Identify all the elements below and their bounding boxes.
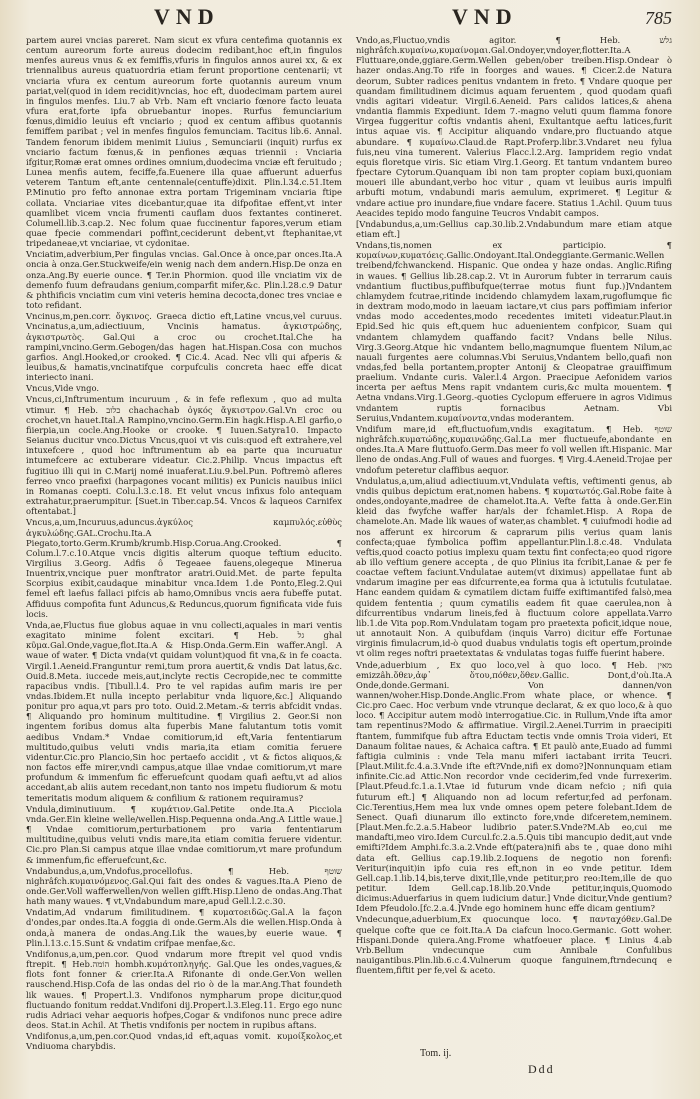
running-head bbox=[24, 4, 676, 34]
dictionary-entry: [Vndabundus,a,um:Gellius cap.30.lib.2.Vndabundum mare etiam atque etiam eft.] bbox=[356, 218, 672, 239]
dictionary-entry: Vnciatim,adverbium,Per fingulas vncias. Gal.Once à once,par onces.Ita.A oncia à onza.Ger.Stuckweife/ein wenig nach dem andern.Hisp.De onza en onza.Ang.By euerie ounce. ¶ Ter.in Phormion. quod ille vnciatim vix de demenfo fuum defraudans genium,comparfit mifer,&c. Plin.l.28.c.9 Datur & phthificis vnciatim cum vini veteris hemina decocta,donec tres vnciae e toto refidant. bbox=[26, 249, 342, 311]
dictionary-entry: Vndifum mare,id eft,fluctuofum,vndis exagitatum. ¶ Heb. שוטף nighrâfch.κυματώδης,κυμαινώδης.Gal.La mer fluctueufe,abondante en ondes.Ita.A Mare fluttuofo.Germ.Das meer fo voll wellen ift.Hispanic. Mar lleno de ondas.Ang.Full of waues and fuorges. ¶ Virg.4.Aeneid.Trojae per vndofum peteretur claffibus aequor. bbox=[356, 423, 672, 475]
dictionary-entry: partem aurei vncias pareret. Nam sicut ex vfura centefima quotannis ex centum aureorum forte aureus dodecim redibant,hoc eft,in fingulos menfes aureus vnus & ex femiffis,vfuris in fingulos annos aurei xx, & ex triennalibus aureus quatuordria etiam ferunt proportione centenarii; vt vnciaria vfura ex centum aureorum forte quotannis aureum vnum pariat,vel(quod in idem recidit)vncias, hoc eft, duodecimam partem aurei in fingulos menfes. Liu.7 ab Vrb. Nam eft vnciario fœnore facto leuata vfura erat,forte ipfa obruebantur inopes. Rurfus femunciarium fœnus,dimidio leuius eft vnciario ; quod ex centum affibus quotannis femiffem paribat ; vel in menfes fingulos femunciam. Tacitus lib.6. Annal. Tandem fenorum ibidem menimit Liuius , Semunciarii (inquit) rurfus ex vnciario factum fœnus,& in penfiones æquas triennii : Vnciaria ifgitur,Romæ erat omnes ordines omnium,duodecima vnciæ eft feruitudo ; Lunea menfis autem, feciffe,fa.Euenere illa quae affuerunt aduerfus veterem Tantum eft,ante centennale(centuffe)dixit. Plin.l.34.c.51.Item P.Minutio pro fefto annonae extra portam Trigeminam vnciaria ftipe collata. Vnciariae vites dicebantur,quae ita difpofitae effent,vt inter quamlibet vicem vncia frumenti cauflam duos fextantes contineret. Columell.lib.3.cap.2. Nec folum quae fuccinentur fapores,verum etiam quae fpecie commendari poffint,ceciderunt debent,vt ftephanitae,vt tripedaneae,vt vnciariae, vt cydonitae. bbox=[26, 35, 342, 249]
dictionary-entry: Vndo,as,Fluctuo,vndis agitor. ¶ Heb. גלש nighrâfch.κυμαίνω,κυμαίνομαι.Gal.Ondoyer,vndoyer,flotter.Ita.A Fluttuare,onde,ggiare.Germ.Wellen geben/ober treiben.Hisp.Ondear ò hazer ondas.Ang.To rife in foorges and waues. ¶ Cicer.2.de Natura deorum, Subter radices penitus vndantem in freto. ¶ Vndare quoque per quandam fimilitudinem dicimus aquam feruentem , quod quodam quafi vndis agitari videatur. Virgil.6.Aeneid. Pars calidos latices,& ahena vndantia flammis Expediunt. Idem 7.-magno veluti quum flamma fonore Virgea fuggeritur coftis vndantis aheni, Exultantque aeftu latices,furit intus aquae vis. ¶ Accipitur aliquando vndare,pro fluctuando atque abundare. ¶ κυμαίνω.Claud.de Rapt.Proferp.libr.3.Vndaret neu fylua fuis,neu vina tumerent. Valerius Flacc.l.2.Arg. Iampridem regio vndat equis floretque viris. Sic etiam Virg.1.Georg. Et tantum vndantem bureo fpectare Cytorum.Quanquam ibi non tam propter copiam buxi,quoniam moueri ille abundant,verbo hoc vitur , quam vt leuibus auris impulfi arbufti motum, vndabundi maris aemulum, exprimeret. ¶ Legitur & vndare actiue pro inundare,fiue vndare facere. Statius 1.Achil. Quum tuus Aeacides tepido modo fanguine Teucros Vndabit campos. bbox=[356, 35, 672, 218]
running-head-right: VND bbox=[452, 4, 518, 29]
left-column bbox=[26, 34, 343, 1052]
dictionary-entry: Vndifonus,a,um,pen.cor.Quod vndas,id eft,aquas vomit. κυμοίξκολος,et Vndiuoma charybdis. bbox=[26, 1031, 342, 1052]
dictionary-entry: Vndatim,Ad vndarum fimilitudinem. ¶ κυματοειδῶς.Gal.A la façon d'ondes,par ondes.Ita.A foggia di onde.Germ.Als die wellen.Hisp.Onda à onda,à manera de ondas.Ang.Lik the waues,by euerie waue. ¶ Plin.l.13.c.15.Sunt & vndatim crifpae menfae,&c. bbox=[26, 907, 342, 948]
right-column bbox=[356, 34, 672, 1044]
dictionary-entry: Vndabundus,a,um,Vndofus,procellofus. ¶ Heb. שוטף nighrâfch.κυμαινόμενος.Gal.Qui fait des ondes & vagues.Ita.A Pieno de onde.Ger.Voll wafferwellen/von wellen gifft.Hisp.Lleno de ondas.Ang.That hath many waues. ¶ vt,Vndabundum mare,apud Gell.l.2.c.30. bbox=[26, 865, 342, 907]
page-footer bbox=[0, 1048, 700, 1088]
dictionary-entry: Vndecunque,aduerbium,Ex quocunque loco. ¶ πανταχόθεν.Gal.De quelque cofte que ce foit.Ita.A Da ciafcun lnoco.Germanic. Gott woher. Hispani.Donde quiera.Ang.Frome whatfoeuer place. ¶ Linius 4.ab Vrb.Bellum vndecunque cum Annibale Confulibus nauigantibus.Plin.lib.6.c.4.Vulnerum quoque fanguinem,ftrndecunq e fluentem,fiftit per fe,vel & aceto. bbox=[356, 914, 672, 976]
volume-marker: Tom. ij. bbox=[420, 1048, 452, 1059]
dictionary-entry: Vndans,tis,nomen ex participio. ¶ κυμαίνων,κυματόεις.Gallic.Ondoyant.Ital.Ondeggiante.Germanic.Wellen treibend/fchwanckend. Hispanic. Que ondea y haze ondas. Anglic.Rifing in waues. ¶ Gellius lib.28.cap.2. Vt in Aurorum fubter in terrarum cauis vndantium fluctibus,puffibufque(terrae motus fiunt fup.)]Vndantem chlamydem fcutrae,ritinde incidendo chlamydem laxam,rugoflumque fic in dextram modo,modo in laeuam iactare,vt cius pars poffimiam inferior vndas modo accedentes,modo recedentes imiteti videatur.Plaut.in Epid.Sed hic quis eft,quem huc aduenientem confpicor, Suam qui vndantem chlamydem quaffando facit? Vndans belle Nilus. Virg.3.Georg.Atque hic vndantem bello,magnumque fluentem Nilum,ac nauali furgentes aere columnas.Vbi Seruius,Vndantem bello,quafi non vndas,fed bella portantem,propter Antonij & Cleopatrae grauiffimum praelium. Vndante curis. Valer.l.4 Argon. Praecipue Aefonidem varios incerta per aeftus Mens rapit vndantem curis,&c multa mouentem. ¶ Aetna vndans.Virg.1.Georg.-quoties Cyclopum efferuere in agros Vidimus vndantem ruptis fornacibus Aetnam. Vbi Seruius,Vndantem.κυμαίνοντα,vndas moderantem. bbox=[356, 240, 672, 423]
dictionary-entry: Vnde,aduerbium , Ex quo loco,vel à quo loco. ¶ Heb. מאין emizzâh.ὅθεν,ἀφ᾽ ὅτου,πόθεν,ὅθεν.Gallic. Dont,d'où.Ita.A Onde,donde.Germani. Von dannen/von wannen/woher.Hisp.Donde.Anglic.From whate place, or whence. ¶ Cic.pro Caec. Hoc verbum vnde vtrunque declarat, & ex quo loco,& à quo loco. ¶ Accipitur autem modò interrogatiue.Cic. in Rullum,Vnde ifta amor tam repentinus?Modo & affirmatiue. Virgil.2.Aenei.Turrim in praecipiti ftantem, fummifque fub aftra Eductam tectis vnde omnis Troia videri, Et Danaum folitae naues, & Achaica caftra. ¶ Et paulò ante,Euado ad fummi faftigia culminis : vnde Tela manu miferi iactabant irrita Teucri. [Plaut.Milit.fc.4.a.3.Vnde ifte eft?Vnde,nifi ex domo?]Nonnunquam etiam infinite.Cic.ad Attic.Non recordor vnde ceciderim,fed vnde furrexerim. [Plaut.Pfeud.fc.1.a.1.Vtae id futurum vnde dicam nefcio ; nifi quia futurum eft.] ¶ Aliquando non ad locum refertur,fed ad perfonam. Cic.Terentius,Hem mea lux vnde omnes opem petere folebant.Idem de Senect. Quafi diunarum illo extincto fore,vnde difceretem,neminem.[Plaut.Men.fc.2.a.5.Habeor ludibrio pater.S.Vnde?M.Ab eo,cui me mandafti,meo viro.Idem Curcul.fc.2.a.5.Quis tibi mancupio dedit,aut vnde emifti?Idem Amphi.fc.3.a.2.Vnde eft(patera)nifi abs te , quae dono mihi data eft. Gellius cap.19.lib.2.Ioquens de negotio non forenfi: Veritur(inquit)in ipfo cuia res eft,non in eo vnde petitur. Idem Gell.cap.1.lib.14,bis,terve dixit,Ille,vnde petitur,pro reo:Item,ille de quo petitur. Idem Gell.cap.18.lib.20.Vnde petitur,inquis,Quomodo dicimus:Aduerfarius in quem iudicium datur.] Vnde dicitur,Vnde gentium? Idem Pfeudolo.[fc.2.a.4.]Vnde ego hominem hunc effe dicam gentium? bbox=[356, 659, 672, 914]
running-head-left: VND bbox=[154, 4, 220, 29]
dictionary-entry: Vndifonus,a,um,pen.cor. Quod vndarum more ftrepit vel quod vndis ftrepit. ¶ Heb.הוֹמה hombh.κυμάτοπληγής. Gal.Que les ondes,vagues,& flots font fonner & crier.Ita.A Rifonante di onde.Ger.Von wellen rauschend.Hisp.Cofa de las ondas del rio ò de la mar.Ang.That foundeth lik waues. ¶ Propert.l.3. Vndifonos nympharum prope dicitur,quod fluctuando fonitum reddat.Vndifoni dij.Propert.l.3.Eleg.11. Ergo ego nunc rudis Adriaci vehar aequoris hofpes,Cogar & vndifonos nunc prece adire deos. Stat.in Achil. At Thetis vndifonis per noctem in rupibus aftans. bbox=[26, 948, 342, 1030]
dictionary-entry: Vncus,ci,Inftrumentum incuruum , & in fefe reflexum , quo ad multa vtimur. ¶ Heb. כלוב chachachab ὀγκός ἄγκιστρον.Gal.Vn croc ou crochet,vn hauet.Ital.A Rampino,vncino.Germ.Ein hagk.Hisp.A.El garfio,o fiierpia,un cocle.Ang.Hooke or crooke. ¶ Iuuen.Satyra10. Impacto Seianus ducitur vnco.Dictus Vncus,quoi vt vis cuis:quod eft extrahere,vel intuxefcere , quod hoc inftrumentum ab ea parte qua incuruatur intumefcere ac extuberare videatur. Cic.2.Philip. Vncus impactus eft fugitiuo illi qui in C.Marij nomé inuaferat.Liu.9.bel.Pun. Poftremò afleres ferreo vnco praefixi (harpagones vocant militis) ex Punicis nauibus iniici in Romanas coepti. Colu.l.3.c.18. Et velut vncus infixus folo antequam extrahatur,praerumpitur. [Suet.in Tiber.cap.54. Vncos & laqueos Carnifex oftentabat.] bbox=[26, 394, 343, 517]
dictionary-entry: Vndula,diminutiuum. ¶ κυμάτιον.Gal.Petite onde.Ita.A Picciola vnda.Ger.Ein kleine welle/wellen.Hisp.Pequenna onda.Ang.A Little waue.] ¶ Vndae comitiorum,perturbationem pro varia fententiarum multitudine,quibus veluti vndis mare,ita etiam comitia feruere videntur. Cic.pro Plan.Si campus atque illae vndae comitiorum,vt mare profundum & immenfum,fic efferuefcunt,&c. bbox=[26, 803, 342, 865]
dictionary-entry: Vndulatus,a,um,aliud adiectiuum.vt,Vndulata veftis, veftimenti genus, ab vndis quibus depictum erat,nomen habens. ¶ κυματωτός.Gal.Robe faite à ondes,ondoyante,madree de chamelot.Ita.A. Vefte fatta à onde.Ger.Ein kleid das fwyfche waffer har/als der fchamlet.Hisp. A Ropa de chamelote.An. Made lik waues of water,as chamblet. ¶ cuiufmodi hodie ad nos afferunt ex hircorum & caprarum pilis verius quam lanis confecta;quae fymbolica poffim appellantur.Plin.l.8.c.48. Vndulata veftis,quod coacto potius implexu quam textu fint confecta;eo quod rigore ab illo veftium genere accepta , de quo Plinius ita fcribit,Lanae & per fe coactae veftem faciunt.Vndulatae autem(vt diximus) appellatae funt ab vndarum imagine per eas difcurrente,ea forma qua à ictutulis fcutulatae. Hanc eandem quidam & cymatilem dictam fuiffe exiftimantifed falsò,mea quidem fententia ; quum cymatilis eadem fit quae caerulea,non à difcurrentibus vndarum lineis,fed à fluctuum colore appellata.Varro lib.1.de Vita pop.Rom.Vndulatam togam pro praetexta poficit,idque noue, ut annotauit Non. A quibufdam (inquis Varro) dicitur effe Fortunae virginis fimulacrum,id-ò quod duabus vndulatis togis eft opertum,proinde vt olim reges noftri praetextatas & vndulatas togas fuiffe fuerint habere. bbox=[356, 475, 672, 659]
signature-mark: Ddd bbox=[528, 1062, 555, 1076]
page-number: 785 bbox=[645, 8, 672, 28]
dictionary-entry: Vncus,a,um,Incuruus,aduncus.ἀγκύλος καμπυλός.εὐθὺς ἀγκυλώδης.GAL.Crochu.Ita.A Piegato,torto.Germ.Krumb/krumb.Hisp.Corua.Ang.Crooked. ¶ Colum.l.7.c.10.Atque vncis digitis alterum quoque teftium educito. Virgilius 3.Georg. Adfis ô Tegeaee fauens,olegeque Minerua Inuentrix,vncique puer monftrator aratri.Ouid.Met. de parte fepulta Scorpius exibit,caudaque minabitur vnca.Idem 1.de Ponto,Eleg.2.Qui femel eft laefus fallaci pifcis ab hamo,Omnibus vncis aera fubeffe putat. Affiduus compofita funt Aduncus,& Reduncus,quorum fignificata vide fuis locis. bbox=[26, 517, 342, 619]
dictionary-entry: Vnda,ae,Fluctus fiue globus aquae in vnu collecti,aquales in mari ventis exagitato minime folent excitari. ¶ Heb. גל ghal κῦμα.Gal.Onde,vague,flot.Ita.A & Hisp.Onda.Germ.Ein waffer.Angl. A waue of water. ¶ Dicta vnda(vt quidam volunt)quod fit vna,& in fe coacta. Virgil.1.Aeneid.Franguntur remi,tum prora auertit,& vndis Dat latus,&c. Ouid.8.Meta. iuccede meis,aut,inclyte rectis Cecropide,nec te committe rapacibus vndis. [Tibull.l.4. Pro te vel rapidas aufim maris ire per vndas.Ibidem.Et nulla incepto perlabitur vnda liquore,&c.] Aliquando ponitur pro aqua,vt pars pro toto. Ouid.2.Metam.-& terris abfcidit vndas. ¶ Aliquando pro hominum multitudine. ¶ Virgilius 2. Geor.Si non ingentem foribus domus alta fuperbis Mane falutantum totis vomit aedibus Vndam.* Vndae comitiorum,id eft,Varia fententiarum multitudo,quibus veluti vndis maria,ita etiam comitia feruere videntur.Cic.pro Plancio,Sin hoc pertaefo accidit , vt & fictos aliquos,& non factos effe mirer,vndi campus,atque illae vndae comitiorum,vt mare profundum & immenfum fic efferuefcunt quodam quafi aeftu,vt ad alios accedant,ab aliis autem recedant,non tanto nos impetu fludiorum & motu temeritatis modum aliquem & confilium & rationem requiramus? bbox=[26, 619, 342, 803]
dictionary-entry: Vncus,Vide vngo. bbox=[26, 383, 100, 394]
dictionary-entry: Vncinus,m,pen.corr. ὄγκινος. Graeca dictio eft,Latine vncus,vel curuus. Vncinatus,a,um,adiectiuum, Vncinis hamatus. ἀγκιστρώδης, ἀγκιστρωτὸς. Gal.Qui a croc ou crochet.Ital.Che ha rampini,vncino.Germ.Gebogen/das hagen hat.Hispan.Cosa con muchos garfios. Angl.Hooked,or crooked. ¶ Cic.4. Acad. Nec vlli qui afperis & leuibus,& hamatis,vncinatifque corpufculis concreta haec effe dicat interiecto inani. bbox=[26, 311, 342, 383]
